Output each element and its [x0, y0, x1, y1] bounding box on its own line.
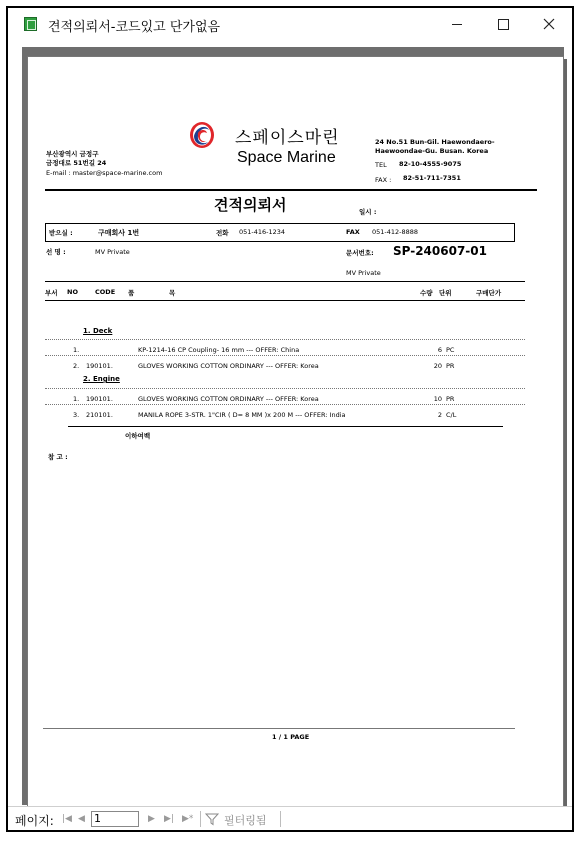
company-address-line1: 부산광역시 금정구 — [46, 150, 99, 158]
page-label: 페이지: — [15, 814, 54, 828]
vessel-value: MV Private — [95, 248, 130, 256]
report-page — [27, 56, 564, 807]
col-code: CODE — [95, 288, 116, 296]
date-label: 일시 : — [359, 208, 377, 216]
fax2-label: FAX — [346, 228, 360, 236]
row-description: MANILA ROPE 3-STR. 1"CIR ( D= 8 MM )x 200 M --- OFFER: India — [138, 411, 346, 419]
items-end-rule — [68, 426, 503, 427]
record-navigation-bar — [8, 806, 572, 830]
header-rule — [45, 189, 537, 191]
row-unit: PR — [446, 362, 455, 370]
col-dept: 부서 — [45, 289, 58, 297]
company-name-en: Space Marine — [237, 149, 336, 166]
recipient-label: 받으실 : — [49, 229, 73, 237]
row-qty: 10 — [433, 395, 442, 403]
row-no: 3. — [73, 411, 80, 419]
row-separator — [45, 388, 525, 389]
row-description: GLOVES WORKING COTTON ORDINARY --- OFFER: Korea — [138, 395, 319, 403]
row-description: KP-1214-16 CP Coupling- 16 mm --- OFFER: China — [138, 346, 300, 354]
page-footer: 1 / 1 PAGE — [272, 733, 310, 741]
section-title: 1. Deck — [83, 327, 113, 335]
row-unit: PC — [446, 346, 455, 354]
row-no: 1. — [73, 346, 80, 354]
col-unit: 단위 — [439, 289, 452, 297]
vessel-value-secondary: MV Private — [346, 269, 381, 277]
col-price: 구매단가 — [476, 289, 502, 297]
docno-value: SP-240607-01 — [393, 244, 487, 258]
row-qty: 2 — [437, 411, 442, 419]
filter-icon — [205, 812, 219, 826]
maximize-button[interactable] — [480, 8, 526, 40]
document-title: 견적의뢰서 — [214, 196, 287, 214]
col-item-b: 목 — [169, 289, 176, 297]
previous-page-button[interactable]: ◀ — [78, 814, 85, 824]
docno-label: 문서번호: — [346, 249, 374, 257]
tel-label: TEL — [375, 161, 387, 169]
row-separator — [45, 355, 525, 356]
page-number-input[interactable]: 1 — [91, 811, 139, 827]
end-note: 이하여백 — [125, 432, 151, 440]
close-icon — [543, 18, 555, 30]
row-unit: PR — [446, 395, 455, 403]
window-title: 견적의뢰서-코드있고 단가없음 — [48, 20, 221, 35]
company-name-ko: 스페이스마린 — [235, 128, 340, 148]
row-code: 210101. — [86, 411, 113, 419]
report-window — [6, 6, 574, 832]
row-code: 190101. — [86, 395, 113, 403]
maximize-icon — [498, 19, 509, 30]
footer-rule — [43, 728, 515, 729]
fax-value: 82-51-711-7351 — [403, 174, 461, 182]
minimize-button[interactable] — [434, 8, 480, 40]
filter-status[interactable]: 필터링됨 — [224, 814, 267, 827]
address-en-line1: 24 No.51 Bun-Gil. Haewondaero- — [375, 138, 495, 146]
col-item-a: 품 — [128, 289, 135, 297]
close-button[interactable] — [526, 8, 572, 40]
row-no: 1. — [73, 395, 80, 403]
row-qty: 20 — [433, 362, 442, 370]
remarks-label: 참 고 : — [48, 453, 68, 461]
next-page-button[interactable]: ▶ — [148, 814, 155, 824]
minimize-icon — [452, 24, 462, 25]
phone-value: 051-416-1234 — [239, 228, 286, 236]
vessel-label: 선 명 : — [46, 248, 66, 256]
row-code: 190101. — [86, 362, 113, 370]
section-title: 2. Engine — [83, 375, 120, 383]
column-header-top-rule — [45, 281, 525, 282]
address-en-line2: Haewoondae-Gu. Busan. Korea — [375, 147, 489, 155]
tel-value: 82-10-4555-9075 — [399, 160, 462, 168]
column-header-bottom-rule — [45, 300, 525, 301]
row-unit: C/L — [446, 411, 457, 419]
company-address-line2: 금정대로 51번길 24 — [46, 159, 107, 167]
first-page-button[interactable]: |◀ — [62, 814, 72, 824]
new-record-button[interactable]: ▶* — [182, 814, 194, 824]
fax-label: FAX : — [375, 176, 392, 184]
row-qty: 6 — [437, 346, 442, 354]
col-no: NO — [67, 288, 78, 296]
space-marine-logo — [188, 121, 216, 149]
status-separator — [280, 811, 281, 827]
phone-label: 전화 — [216, 229, 229, 237]
row-separator — [45, 404, 525, 405]
fax2-value: 051-412-8888 — [372, 228, 419, 236]
company-email: E-mail : master@space-marine.com — [46, 169, 163, 177]
title-bar[interactable] — [8, 8, 572, 40]
access-report-icon — [24, 17, 37, 31]
recipient-value: 구매회사 1번 — [98, 229, 140, 237]
row-no: 2. — [73, 362, 80, 370]
col-qty: 수량 — [420, 289, 433, 297]
last-page-button[interactable]: ▶| — [164, 814, 174, 824]
row-separator — [45, 339, 525, 340]
status-separator — [200, 811, 201, 827]
row-description: GLOVES WORKING COTTON ORDINARY --- OFFER: Korea — [138, 362, 319, 370]
